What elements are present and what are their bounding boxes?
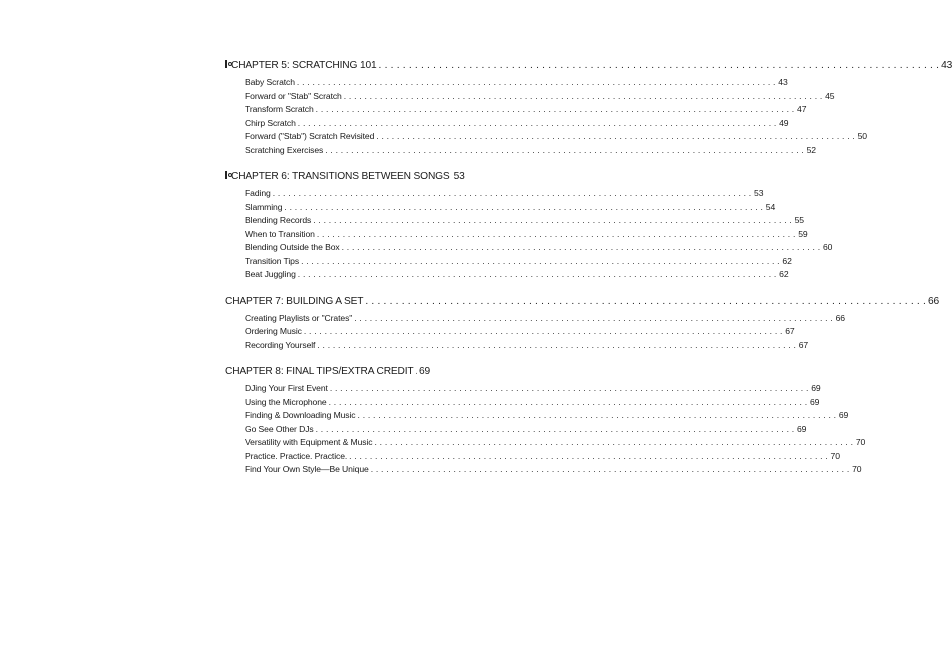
dot-leader (298, 269, 777, 279)
section-page-number: 52 (806, 144, 816, 155)
section-entry[interactable] (225, 242, 833, 256)
section-entry[interactable] (225, 396, 820, 411)
section-title: Practice. Practice. Practice. (245, 450, 348, 461)
dot-leader (365, 296, 926, 307)
section-title: Forward or "Stab" Scratch (245, 90, 342, 101)
vinyl-record-icon (225, 60, 227, 68)
section-title: When to Transition (245, 228, 315, 239)
dot-leader (297, 77, 776, 87)
section-page-number: 67 (798, 339, 809, 350)
section-title: Ordering Music (245, 326, 302, 336)
dot-leader (376, 131, 855, 141)
section-title: Blending Records (245, 215, 312, 225)
section-page-number: 70 (830, 450, 840, 461)
chapter-title: CHAPTER 8: FINAL TIPS/EXTRA CREDIT (225, 366, 414, 377)
section-page-number: 62 (782, 255, 792, 266)
dot-leader (316, 104, 795, 114)
dot-leader (374, 437, 853, 447)
section-entry[interactable] (225, 269, 789, 283)
dot-leader (298, 118, 777, 128)
dot-leader (358, 410, 837, 420)
dot-leader (304, 326, 783, 336)
section-entry[interactable] (225, 131, 867, 145)
section-entry[interactable] (225, 326, 795, 340)
chapter-heading[interactable] (225, 60, 952, 77)
section-page-number: 62 (779, 269, 789, 279)
section-entry[interactable] (225, 450, 840, 465)
chapter-heading[interactable] (225, 366, 430, 383)
section-page-number: 70 (852, 464, 862, 474)
section-title: Find Your Own Style—Be Unique (245, 464, 369, 474)
section-page-number: 69 (838, 410, 849, 420)
section-entry[interactable] (225, 188, 764, 202)
section-page-number: 47 (797, 104, 807, 114)
chapter-title: CHAPTER 5: SCRATCHING 101 (231, 60, 377, 71)
section-page-number: 49 (779, 117, 789, 128)
dot-leader (301, 256, 780, 266)
section-page-number: 45 (825, 90, 835, 101)
dot-leader (344, 91, 823, 101)
section-title: Go See Other DJs (245, 423, 314, 434)
section-page-number: 69 (809, 396, 820, 407)
section-page-number: 59 (798, 228, 808, 239)
section-title: Baby Scratch (245, 77, 295, 87)
chapter-page-number: 43 (941, 60, 952, 71)
table-of-contents (225, 60, 952, 491)
section-title: Transform Scratch (245, 104, 314, 114)
vinyl-record-icon (225, 171, 227, 179)
chapter-page-number: 66 (928, 295, 940, 307)
section-entry[interactable] (225, 215, 804, 229)
chapter-title: CHAPTER 7: BUILDING A SET (225, 295, 364, 307)
dot-leader (317, 229, 796, 239)
section-title: Beat Juggling (245, 269, 296, 279)
chapter-block (225, 60, 952, 158)
section-title: Scratching Exercises (245, 144, 324, 155)
section-title: Forward ("Stab") Scratch Revisited (245, 131, 375, 141)
section-entry[interactable] (225, 228, 808, 243)
section-entry[interactable] (225, 144, 816, 159)
chapter-block (225, 171, 833, 283)
dot-leader (330, 383, 809, 393)
section-title: Fading (245, 188, 271, 198)
section-entry[interactable] (225, 201, 776, 216)
chapter-block (225, 295, 940, 354)
chapter-heading[interactable] (225, 171, 465, 188)
section-entry[interactable] (225, 104, 807, 118)
section-page-number: 50 (857, 131, 867, 141)
dot-leader (342, 242, 821, 252)
section-page-number: 55 (794, 215, 804, 225)
section-entry[interactable] (225, 117, 789, 132)
section-title: Slamming (245, 201, 283, 212)
section-page-number: 60 (822, 242, 833, 252)
dot-leader (317, 340, 796, 350)
section-title: DJing Your First Event (245, 383, 328, 393)
section-title: Using the Microphone (245, 396, 327, 407)
section-entry[interactable] (225, 312, 845, 327)
chapter-page-number: 53 (453, 171, 465, 182)
section-entry[interactable] (225, 77, 788, 91)
section-page-number: 43 (778, 77, 788, 87)
dot-leader (349, 451, 828, 461)
chapter-heading[interactable] (225, 295, 940, 313)
dot-leader (313, 215, 792, 225)
section-page-number: 70 (855, 437, 866, 447)
dot-leader (416, 366, 417, 377)
section-page-number: 69 (796, 423, 807, 434)
dot-leader (284, 202, 763, 212)
section-entry[interactable] (225, 464, 862, 478)
dot-leader (273, 188, 752, 198)
section-entry[interactable] (225, 437, 866, 451)
section-entry[interactable] (225, 383, 821, 397)
dot-leader (325, 145, 804, 155)
section-title: Versatility with Equipment & Music (245, 437, 373, 447)
section-title: Finding & Downloading Music (245, 410, 356, 420)
dot-leader (316, 424, 795, 434)
dot-leader (371, 464, 850, 474)
chapter-page-number: 69 (418, 366, 430, 377)
section-entry[interactable] (225, 423, 807, 438)
section-title: Transition Tips (245, 255, 300, 266)
section-title: Recording Yourself (245, 339, 316, 350)
dot-leader (354, 313, 833, 323)
section-page-number: 54 (765, 201, 776, 212)
section-page-number: 66 (835, 312, 845, 323)
section-page-number: 67 (785, 326, 795, 336)
section-entry[interactable] (225, 410, 849, 424)
dot-leader (379, 60, 940, 71)
section-entry[interactable] (225, 90, 835, 105)
section-entry[interactable] (225, 255, 792, 270)
section-title: Blending Outside the Box (245, 242, 340, 252)
section-page-number: 53 (754, 188, 764, 198)
chapter-title: CHAPTER 6: TRANSITIONS BETWEEN SONGS (231, 171, 450, 182)
section-entry[interactable] (225, 339, 809, 354)
chapter-block (225, 366, 866, 478)
section-page-number: 69 (811, 383, 821, 393)
dot-leader (329, 397, 808, 407)
section-title: Chirp Scratch (245, 117, 296, 128)
section-title: Creating Playlists or "Crates" (245, 312, 353, 323)
